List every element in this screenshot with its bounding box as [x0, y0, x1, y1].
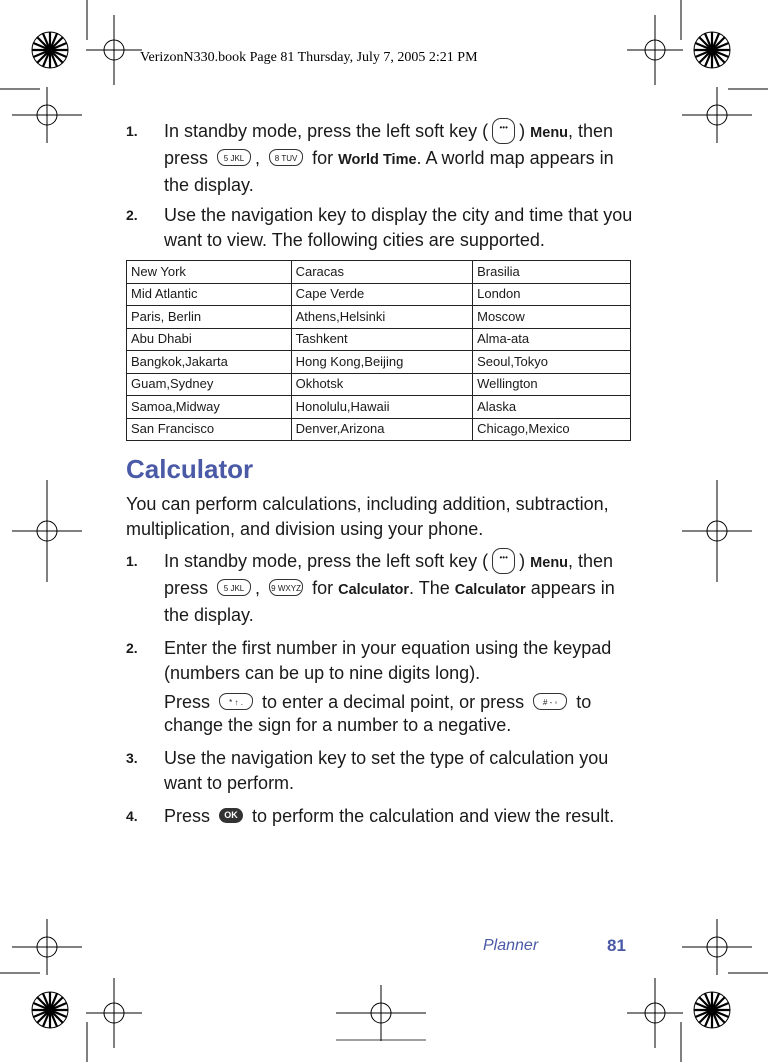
table-row — [127, 283, 631, 306]
star-target-top-left — [32, 32, 68, 68]
star-key-icon: * ↑ . — [219, 693, 253, 710]
table-row — [127, 351, 631, 374]
table-cell: Wellington — [473, 373, 631, 396]
footer-section-name: Planner — [483, 937, 539, 954]
registration-target-top-left — [86, 15, 142, 85]
star-target-bottom-left — [32, 992, 68, 1028]
calculator-step-4: 4. Press OK to perform the calculation and view the result. — [126, 804, 636, 829]
menu-label: Menu — [530, 555, 569, 571]
table-cell: Seoul,Tokyo — [473, 351, 631, 374]
table-cell: Moscow — [473, 306, 631, 329]
step-number: 2. — [126, 640, 138, 656]
table-cell: Abu Dhabi — [127, 328, 292, 351]
left-soft-key-icon: ••• — [492, 548, 515, 574]
ok-key-icon: OK — [219, 808, 243, 823]
step-number: 3. — [126, 750, 138, 766]
key-9-icon: 9 WXYZ — [269, 579, 303, 596]
table-cell: New York — [127, 261, 292, 284]
table-cell: Alaska — [473, 396, 631, 419]
menu-label: Menu — [530, 125, 569, 141]
key-5-icon: 5 JKL — [217, 149, 251, 166]
table-cell: Tashkent — [291, 328, 473, 351]
table-cell: Alma-ata — [473, 328, 631, 351]
table-row — [127, 328, 631, 351]
star-target-bottom-right — [694, 992, 730, 1028]
table-row — [127, 418, 631, 441]
calculator-label: Calculator — [338, 582, 410, 598]
step-number: 2. — [126, 207, 138, 223]
table-cell: Guam,Sydney — [127, 373, 292, 396]
table-row — [127, 396, 631, 419]
key-5-icon: 5 JKL — [217, 579, 251, 596]
table-cell: Caracas — [291, 261, 473, 284]
key-8-icon: 8 TUV — [269, 149, 303, 166]
section-title: Calculator — [126, 454, 254, 484]
world-time-label: World Time — [338, 152, 417, 168]
table-cell: Chicago,Mexico — [473, 418, 631, 441]
star-target-top-right — [694, 32, 730, 68]
table-row — [127, 373, 631, 396]
table-cell: Okhotsk — [291, 373, 473, 396]
calculator-step-1: 1. In standby mode, press the left soft key ( ••• ) Menu, then press 5 JKL , 9 WXYZ for Calculator. The Calculator appears in the display. — [126, 549, 636, 628]
hash-key-icon: # - ◦ — [533, 693, 567, 710]
calculator-step-2: 2. Enter the first number in your equation using the keypad (numbers can be up to nine digits long). — [126, 638, 612, 683]
calculator-step-3: 3. Use the navigation key to set the type of calculation you want to perform. — [126, 748, 609, 793]
left-soft-key-icon: ••• — [492, 118, 515, 144]
step-number: 4. — [126, 808, 138, 824]
step-number: 1. — [126, 123, 138, 139]
world-time-step-2: 2. Use the navigation key to display the city and time that you want to view. The following cities are supported. — [126, 205, 633, 250]
print-header: VerizonN330.book Page 81 Thursday, July 7, 2005 2:21 PM — [140, 50, 478, 65]
cities-table — [126, 260, 631, 441]
table-cell: Hong Kong,Beijing — [291, 351, 473, 374]
page-number: 81 — [607, 936, 626, 955]
world-time-step-1: 1. In standby mode, press the left soft key ( ••• ) Menu, then press 5 JKL , 8 TUV for World Time. A world map appears in the display. — [126, 119, 636, 198]
table-cell: Mid Atlantic — [127, 283, 292, 306]
table-cell: Paris, Berlin — [127, 306, 292, 329]
table-cell: Honolulu,Hawaii — [291, 396, 473, 419]
table-row — [127, 261, 631, 284]
table-cell: Cape Verde — [291, 283, 473, 306]
calculator-intro: You can perform calculations, including addition, subtraction, multiplication, and division using your phone. — [126, 494, 609, 539]
table-cell: Athens,Helsinki — [291, 306, 473, 329]
table-cell: Samoa,Midway — [127, 396, 292, 419]
calculator-label: Calculator — [454, 582, 526, 598]
table-cell: San Francisco — [127, 418, 292, 441]
table-row — [127, 306, 631, 329]
table-cell: Denver,Arizona — [291, 418, 473, 441]
calculator-step-2-detail: Press * ↑ . to enter a decimal point, or press # - ◦ to change the sign for a number to a negative. — [164, 692, 592, 735]
step-number: 1. — [126, 553, 138, 569]
table-cell: Brasilia — [473, 261, 631, 284]
table-cell: London — [473, 283, 631, 306]
table-cell: Bangkok,Jakarta — [127, 351, 292, 374]
registration-target-top-right — [627, 15, 683, 85]
